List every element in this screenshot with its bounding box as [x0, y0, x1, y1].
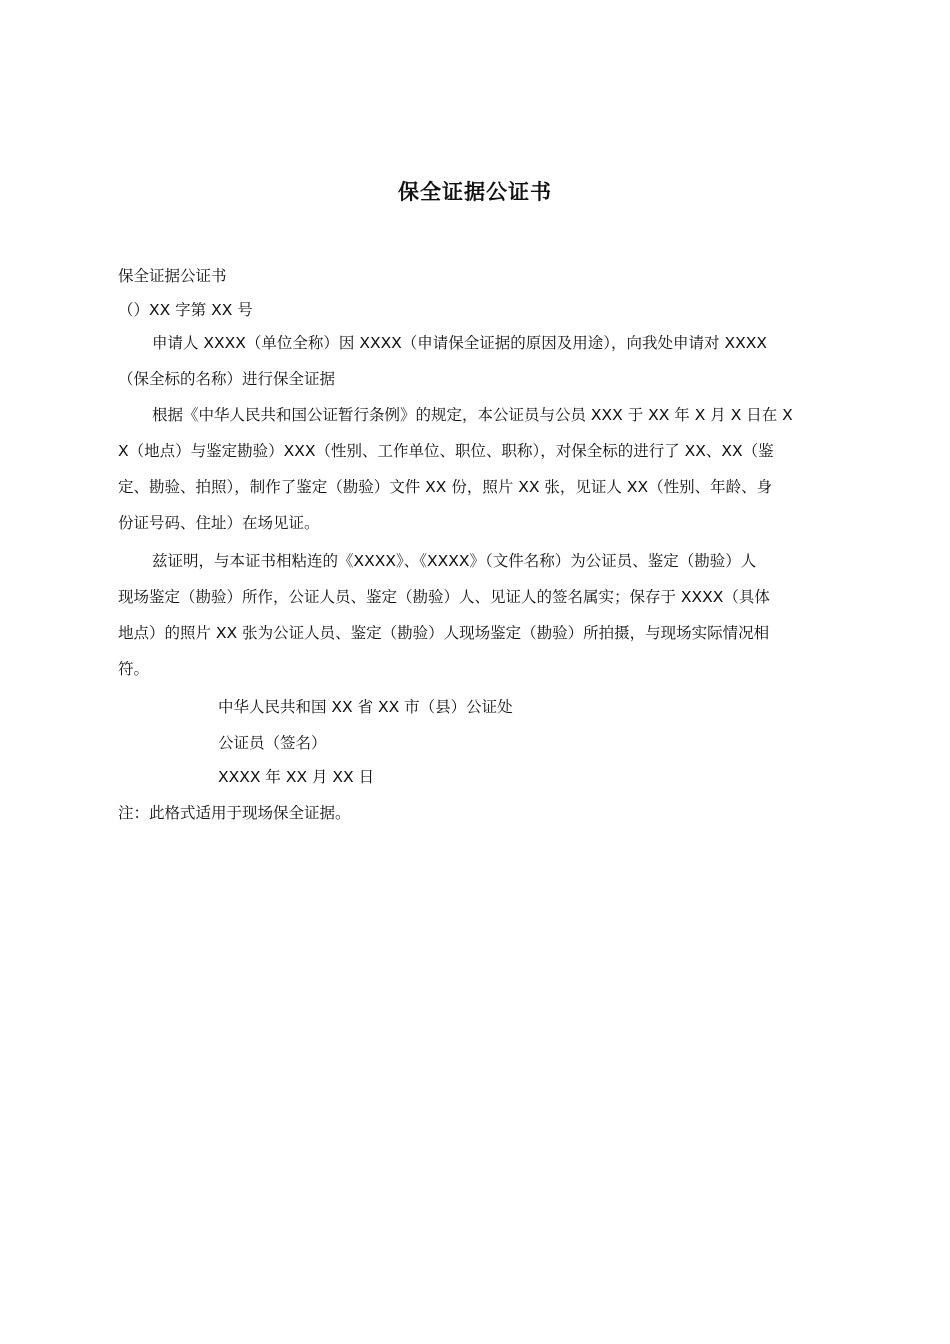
paragraph-line: 兹证明，与本证书相粘连的《XXXX》、《XXXX》（文件名称）为公证员、鉴定（勘验）人: [152, 552, 757, 570]
paragraph-procedure: [118, 397, 832, 541]
signature-date: XXXX 年 XX 月 XX 日: [218, 768, 375, 786]
paragraph-line: （保全标的名称）进行保全证据: [118, 370, 336, 388]
document-subtitle: [118, 258, 832, 294]
paragraph-line: 现场鉴定（勘验）所作，公证人员、鉴定（勘验）人、见证人的签名属实；保存于 XXXX（具体: [118, 588, 770, 606]
paragraph-line: 份证号码、住址）在场见证。: [118, 514, 320, 532]
paragraph-line: X（地点）与鉴定勘验）XXX（性别、工作单位、职位、职称），对保全标的进行了 XX、XX（鉴: [118, 442, 774, 460]
paragraph-line: 地点）的照片 XX 张为公证人员、鉴定（勘验）人现场鉴定（勘验）所拍摄，与现场实际情况相: [118, 624, 770, 642]
document-number: [118, 292, 832, 328]
signature-organization: 中华人民共和国 XX 省 XX 市（县）公证处: [218, 698, 513, 716]
paragraph-application: [118, 325, 832, 397]
paragraph-line: 根据《中华人民共和国公证暂行条例》的规定，本公证员与公员 XXX 于 XX 年 X 月 X 日在 X: [152, 406, 793, 424]
subtitle-line: 保全证据公证书: [118, 267, 227, 285]
paragraph-line: 申请人 XXXX（单位全称）因 XXXX（申请保全证据的原因及用途），向我处申请对 XXXX: [152, 334, 767, 352]
document-note: 注：此格式适用于现场保全证据。: [118, 804, 351, 822]
document-title: 保全证据公证书: [398, 180, 552, 204]
document-number-line: （）XX 字第 XX 号: [118, 301, 253, 319]
paragraph-line: 定、勘验、拍照），制作了鉴定（勘验）文件 XX 份，照片 XX 张，见证人 XX（性别、年龄、身: [118, 478, 773, 496]
signature-notary: 公证员（签名）: [218, 734, 327, 752]
paragraph-certification: [118, 543, 832, 687]
paragraph-line: 符。: [118, 660, 150, 678]
